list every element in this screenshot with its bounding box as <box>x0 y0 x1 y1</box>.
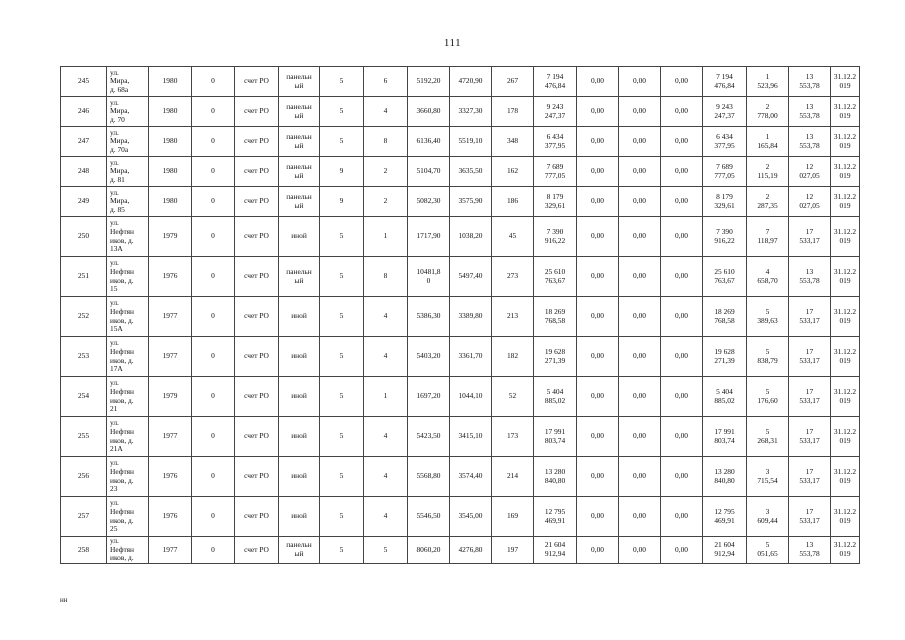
cell-residents: 52 <box>492 377 534 417</box>
cell-cost-ro: 9 243 247,37 <box>703 97 747 127</box>
cell-no: 258 <box>61 537 107 564</box>
cell-address: ул. Нефтян иков, д. 21А <box>107 417 149 457</box>
cell-cost-limit: 13 553,78 <box>789 97 831 127</box>
cell-c13: 0,00 <box>619 417 661 457</box>
cell-floors: 5 <box>320 297 364 337</box>
cell-c12: 0,00 <box>577 217 619 257</box>
cell-c3: 0 <box>192 457 235 497</box>
cell-area-total: 5082,30 <box>408 187 450 217</box>
cell-cost-ro: 19 628 271,39 <box>703 337 747 377</box>
cell-c3: 0 <box>192 297 235 337</box>
cell-area-total: 1717,90 <box>408 217 450 257</box>
cell-c14: 0,00 <box>661 377 703 417</box>
cell-area-total: 5192,20 <box>408 67 450 97</box>
cell-cost-total: 5 404 885,02 <box>534 377 577 417</box>
cell-cost-specific: 1 523,96 <box>747 67 789 97</box>
cell-c14: 0,00 <box>661 457 703 497</box>
cell-cost-specific: 7 118,97 <box>747 217 789 257</box>
cell-c12: 0,00 <box>577 67 619 97</box>
cell-cost-total: 6 434 377,95 <box>534 127 577 157</box>
cell-area-total: 5403,20 <box>408 337 450 377</box>
cell-area-living: 3635,50 <box>450 157 492 187</box>
cell-cost-total: 19 628 271,39 <box>534 337 577 377</box>
cell-entrances: 4 <box>364 457 408 497</box>
table-row <box>61 127 860 157</box>
cell-c12: 0,00 <box>577 497 619 537</box>
cell-c3: 0 <box>192 337 235 377</box>
cell-c14: 0,00 <box>661 187 703 217</box>
cell-c3: 0 <box>192 97 235 127</box>
cell-c3: 0 <box>192 377 235 417</box>
cell-residents: 214 <box>492 457 534 497</box>
cell-no: 249 <box>61 187 107 217</box>
cell-year: 1980 <box>149 187 192 217</box>
cell-residents: 267 <box>492 67 534 97</box>
cell-area-living: 5519,10 <box>450 127 492 157</box>
cell-cost-total: 21 604 912,94 <box>534 537 577 564</box>
cell-entrances: 4 <box>364 497 408 537</box>
cell-date: 31.12.2 019 <box>831 457 860 497</box>
cell-no: 245 <box>61 67 107 97</box>
cell-address: ул. Нефтян иков, д. 15 <box>107 257 149 297</box>
cell-cost-limit: 17 533,17 <box>789 217 831 257</box>
cell-entrances: 1 <box>364 377 408 417</box>
cell-cost-specific: 2 778,00 <box>747 97 789 127</box>
table-row <box>61 417 860 457</box>
cell-cost-total: 7 194 476,84 <box>534 67 577 97</box>
cell-area-living: 3575,90 <box>450 187 492 217</box>
cell-c3: 0 <box>192 67 235 97</box>
housing-registry-table <box>60 66 860 564</box>
cell-wall: панельн ый <box>279 127 320 157</box>
cell-c13: 0,00 <box>619 537 661 564</box>
cell-address: ул. Нефтян иков, д. 15А <box>107 297 149 337</box>
cell-fund: счет РО <box>235 377 279 417</box>
cell-cost-specific: 3 715,54 <box>747 457 789 497</box>
cell-floors: 5 <box>320 537 364 564</box>
cell-cost-specific: 1 165,84 <box>747 127 789 157</box>
cell-address: ул. Нефтян иков, д. 21 <box>107 377 149 417</box>
cell-address: ул. Мира, д. 70а <box>107 127 149 157</box>
cell-c3: 0 <box>192 537 235 564</box>
cell-cost-specific: 2 287,35 <box>747 187 789 217</box>
cell-date: 31.12.2 019 <box>831 497 860 537</box>
table-row <box>61 497 860 537</box>
cell-c13: 0,00 <box>619 217 661 257</box>
cell-c3: 0 <box>192 217 235 257</box>
cell-c14: 0,00 <box>661 417 703 457</box>
cell-c14: 0,00 <box>661 97 703 127</box>
cell-cost-specific: 4 658,70 <box>747 257 789 297</box>
cell-c3: 0 <box>192 127 235 157</box>
cell-area-living: 3389,80 <box>450 297 492 337</box>
cell-cost-ro: 5 404 885,02 <box>703 377 747 417</box>
cell-entrances: 6 <box>364 67 408 97</box>
cell-fund: счет РО <box>235 97 279 127</box>
cell-fund: счет РО <box>235 417 279 457</box>
cell-floors: 5 <box>320 457 364 497</box>
cell-residents: 45 <box>492 217 534 257</box>
cell-area-total: 5104,70 <box>408 157 450 187</box>
cell-year: 1980 <box>149 67 192 97</box>
cell-no: 253 <box>61 337 107 377</box>
cell-year: 1980 <box>149 157 192 187</box>
cell-floors: 5 <box>320 67 364 97</box>
cell-date: 31.12.2 019 <box>831 67 860 97</box>
cell-wall: панельн ый <box>279 257 320 297</box>
cell-cost-limit: 12 027,05 <box>789 157 831 187</box>
cell-c12: 0,00 <box>577 297 619 337</box>
table-row <box>61 297 860 337</box>
cell-area-living: 5497,40 <box>450 257 492 297</box>
cell-cost-ro: 6 434 377,95 <box>703 127 747 157</box>
cell-area-living: 4276,80 <box>450 537 492 564</box>
cell-wall: иной <box>279 497 320 537</box>
cell-wall: иной <box>279 297 320 337</box>
cell-cost-ro: 13 280 840,80 <box>703 457 747 497</box>
cell-c13: 0,00 <box>619 97 661 127</box>
cell-residents: 213 <box>492 297 534 337</box>
cell-no: 252 <box>61 297 107 337</box>
cell-c13: 0,00 <box>619 457 661 497</box>
cell-no: 247 <box>61 127 107 157</box>
cell-year: 1976 <box>149 457 192 497</box>
cell-floors: 5 <box>320 417 364 457</box>
cell-cost-ro: 7 390 916,22 <box>703 217 747 257</box>
cell-entrances: 4 <box>364 417 408 457</box>
cell-c14: 0,00 <box>661 217 703 257</box>
cell-area-total: 5546,50 <box>408 497 450 537</box>
cell-c13: 0,00 <box>619 67 661 97</box>
table-row <box>61 217 860 257</box>
cell-c12: 0,00 <box>577 157 619 187</box>
cell-wall: иной <box>279 217 320 257</box>
cell-area-living: 1044,10 <box>450 377 492 417</box>
page-number: 111 <box>443 37 462 49</box>
cell-fund: счет РО <box>235 127 279 157</box>
cell-entrances: 4 <box>364 297 408 337</box>
cell-cost-ro: 25 610 763,67 <box>703 257 747 297</box>
table-row <box>61 157 860 187</box>
table-row <box>61 67 860 97</box>
cell-no: 246 <box>61 97 107 127</box>
cell-area-total: 5386,30 <box>408 297 450 337</box>
cell-entrances: 4 <box>364 97 408 127</box>
cell-cost-limit: 17 533,17 <box>789 497 831 537</box>
cell-c14: 0,00 <box>661 127 703 157</box>
cell-year: 1977 <box>149 417 192 457</box>
cell-fund: счет РО <box>235 187 279 217</box>
cell-address: ул. Нефтян иков, д. <box>107 537 149 564</box>
cell-residents: 182 <box>492 337 534 377</box>
cell-c14: 0,00 <box>661 297 703 337</box>
cell-c3: 0 <box>192 157 235 187</box>
cell-area-total: 3660,80 <box>408 97 450 127</box>
cell-no: 254 <box>61 377 107 417</box>
cell-residents: 348 <box>492 127 534 157</box>
table-row <box>61 377 860 417</box>
cell-cost-ro: 8 179 329,61 <box>703 187 747 217</box>
cell-cost-total: 17 991 803,74 <box>534 417 577 457</box>
cell-address: ул. Мира, д. 81 <box>107 157 149 187</box>
cell-c3: 0 <box>192 417 235 457</box>
table-row <box>61 457 860 497</box>
cell-year: 1977 <box>149 337 192 377</box>
cell-c12: 0,00 <box>577 457 619 497</box>
cell-residents: 186 <box>492 187 534 217</box>
cell-area-total: 6136,40 <box>408 127 450 157</box>
cell-area-living: 3574,40 <box>450 457 492 497</box>
cell-residents: 178 <box>492 97 534 127</box>
cell-year: 1979 <box>149 217 192 257</box>
cell-year: 1977 <box>149 297 192 337</box>
cell-cost-limit: 12 027,05 <box>789 187 831 217</box>
cell-date: 31.12.2 019 <box>831 187 860 217</box>
cell-date: 31.12.2 019 <box>831 297 860 337</box>
cell-wall: панельн ый <box>279 187 320 217</box>
cell-date: 31.12.2 019 <box>831 127 860 157</box>
cell-cost-limit: 17 533,17 <box>789 297 831 337</box>
cell-fund: счет РО <box>235 157 279 187</box>
cell-c13: 0,00 <box>619 377 661 417</box>
cell-c12: 0,00 <box>577 377 619 417</box>
cell-date: 31.12.2 019 <box>831 337 860 377</box>
cell-floors: 5 <box>320 257 364 297</box>
cell-area-total: 1697,20 <box>408 377 450 417</box>
cell-cost-ro: 18 269 768,58 <box>703 297 747 337</box>
cell-c14: 0,00 <box>661 67 703 97</box>
cell-cost-specific: 2 115,19 <box>747 157 789 187</box>
cell-c14: 0,00 <box>661 537 703 564</box>
cell-c3: 0 <box>192 257 235 297</box>
cell-floors: 5 <box>320 377 364 417</box>
cell-floors: 5 <box>320 337 364 377</box>
cell-c13: 0,00 <box>619 337 661 377</box>
cell-fund: счет РО <box>235 257 279 297</box>
table-row <box>61 187 860 217</box>
cell-year: 1980 <box>149 97 192 127</box>
cell-cost-ro: 7 689 777,05 <box>703 157 747 187</box>
cell-fund: счет РО <box>235 297 279 337</box>
cell-cost-ro: 12 795 469,91 <box>703 497 747 537</box>
cell-residents: 273 <box>492 257 534 297</box>
cell-c13: 0,00 <box>619 297 661 337</box>
cell-residents: 197 <box>492 537 534 564</box>
cell-address: ул. Нефтян иков, д. 25 <box>107 497 149 537</box>
cell-wall: иной <box>279 417 320 457</box>
table-row <box>61 337 860 377</box>
cell-cost-total: 12 795 469,91 <box>534 497 577 537</box>
cell-c14: 0,00 <box>661 337 703 377</box>
table-row <box>61 257 860 297</box>
cell-floors: 5 <box>320 97 364 127</box>
cell-c13: 0,00 <box>619 187 661 217</box>
cell-area-living: 4720,90 <box>450 67 492 97</box>
cell-cost-limit: 13 553,78 <box>789 67 831 97</box>
cell-c14: 0,00 <box>661 257 703 297</box>
table-row <box>61 97 860 127</box>
cell-wall: панельн ый <box>279 67 320 97</box>
cell-entrances: 2 <box>364 157 408 187</box>
cell-c3: 0 <box>192 497 235 537</box>
cell-c13: 0,00 <box>619 127 661 157</box>
cell-year: 1980 <box>149 127 192 157</box>
cell-area-total: 5568,80 <box>408 457 450 497</box>
cell-cost-specific: 5 176,60 <box>747 377 789 417</box>
cell-cost-total: 9 243 247,37 <box>534 97 577 127</box>
cell-cost-limit: 17 533,17 <box>789 337 831 377</box>
cell-wall: иной <box>279 337 320 377</box>
cell-c13: 0,00 <box>619 157 661 187</box>
cell-cost-ro: 17 991 803,74 <box>703 417 747 457</box>
cell-fund: счет РО <box>235 217 279 257</box>
cell-c12: 0,00 <box>577 97 619 127</box>
cell-cost-limit: 13 553,78 <box>789 127 831 157</box>
cell-floors: 9 <box>320 187 364 217</box>
cell-date: 31.12.2 019 <box>831 417 860 457</box>
cell-date: 31.12.2 019 <box>831 377 860 417</box>
cell-floors: 5 <box>320 217 364 257</box>
cell-fund: счет РО <box>235 457 279 497</box>
footer-mark: нн <box>60 596 68 604</box>
cell-entrances: 4 <box>364 337 408 377</box>
cell-year: 1976 <box>149 257 192 297</box>
cell-area-living: 3415,10 <box>450 417 492 457</box>
cell-wall: иной <box>279 457 320 497</box>
cell-date: 31.12.2 019 <box>831 257 860 297</box>
cell-cost-specific: 5 389,63 <box>747 297 789 337</box>
cell-c3: 0 <box>192 187 235 217</box>
cell-c12: 0,00 <box>577 417 619 457</box>
cell-date: 31.12.2 019 <box>831 217 860 257</box>
cell-c12: 0,00 <box>577 337 619 377</box>
cell-cost-limit: 17 533,17 <box>789 457 831 497</box>
cell-address: ул. Мира, д. 70 <box>107 97 149 127</box>
cell-wall: панельн ый <box>279 157 320 187</box>
cell-year: 1977 <box>149 537 192 564</box>
cell-c12: 0,00 <box>577 127 619 157</box>
cell-c14: 0,00 <box>661 157 703 187</box>
cell-cost-specific: 5 838,79 <box>747 337 789 377</box>
cell-cost-limit: 17 533,17 <box>789 417 831 457</box>
cell-area-total: 5423,50 <box>408 417 450 457</box>
cell-c12: 0,00 <box>577 187 619 217</box>
cell-no: 257 <box>61 497 107 537</box>
cell-no: 251 <box>61 257 107 297</box>
cell-cost-total: 7 689 777,05 <box>534 157 577 187</box>
cell-wall: панельн ый <box>279 537 320 564</box>
cell-cost-ro: 7 194 476,84 <box>703 67 747 97</box>
cell-entrances: 8 <box>364 127 408 157</box>
cell-year: 1976 <box>149 497 192 537</box>
cell-cost-total: 13 280 840,80 <box>534 457 577 497</box>
cell-cost-specific: 5 268,31 <box>747 417 789 457</box>
table-row <box>61 537 860 564</box>
cell-address: ул. Нефтян иков, д. 23 <box>107 457 149 497</box>
cell-entrances: 8 <box>364 257 408 297</box>
cell-no: 248 <box>61 157 107 187</box>
cell-date: 31.12.2 019 <box>831 97 860 127</box>
cell-date: 31.12.2 019 <box>831 157 860 187</box>
cell-area-living: 3545,00 <box>450 497 492 537</box>
cell-c13: 0,00 <box>619 257 661 297</box>
cell-date: 31.12.2 019 <box>831 537 860 564</box>
cell-c12: 0,00 <box>577 537 619 564</box>
cell-cost-specific: 3 609,44 <box>747 497 789 537</box>
cell-fund: счет РО <box>235 537 279 564</box>
cell-floors: 9 <box>320 157 364 187</box>
cell-entrances: 1 <box>364 217 408 257</box>
cell-cost-total: 7 390 916,22 <box>534 217 577 257</box>
cell-entrances: 5 <box>364 537 408 564</box>
cell-fund: счет РО <box>235 337 279 377</box>
cell-address: ул. Мира, д. 85 <box>107 187 149 217</box>
cell-area-living: 1038,20 <box>450 217 492 257</box>
cell-cost-specific: 5 051,65 <box>747 537 789 564</box>
cell-floors: 5 <box>320 497 364 537</box>
cell-address: ул. Нефтян иков, д. 13А <box>107 217 149 257</box>
cell-no: 255 <box>61 417 107 457</box>
cell-c14: 0,00 <box>661 497 703 537</box>
cell-area-living: 3327,30 <box>450 97 492 127</box>
cell-year: 1979 <box>149 377 192 417</box>
cell-cost-total: 8 179 329,61 <box>534 187 577 217</box>
cell-residents: 173 <box>492 417 534 457</box>
cell-area-total: 10481,8 0 <box>408 257 450 297</box>
cell-address: ул. Мира, д. 68а <box>107 67 149 97</box>
cell-cost-limit: 13 553,78 <box>789 257 831 297</box>
cell-no: 250 <box>61 217 107 257</box>
cell-residents: 169 <box>492 497 534 537</box>
cell-address: ул. Нефтян иков, д. 17А <box>107 337 149 377</box>
cell-wall: панельн ый <box>279 97 320 127</box>
cell-cost-ro: 21 604 912,94 <box>703 537 747 564</box>
cell-fund: счет РО <box>235 497 279 537</box>
cell-cost-limit: 13 553,78 <box>789 537 831 564</box>
cell-residents: 162 <box>492 157 534 187</box>
cell-fund: счет РО <box>235 67 279 97</box>
cell-no: 256 <box>61 457 107 497</box>
cell-area-living: 3361,70 <box>450 337 492 377</box>
cell-wall: иной <box>279 377 320 417</box>
cell-entrances: 2 <box>364 187 408 217</box>
cell-cost-total: 25 610 763,67 <box>534 257 577 297</box>
cell-area-total: 8060,20 <box>408 537 450 564</box>
cell-floors: 5 <box>320 127 364 157</box>
cell-c12: 0,00 <box>577 257 619 297</box>
cell-c13: 0,00 <box>619 497 661 537</box>
cell-cost-limit: 17 533,17 <box>789 377 831 417</box>
cell-cost-total: 18 269 768,58 <box>534 297 577 337</box>
